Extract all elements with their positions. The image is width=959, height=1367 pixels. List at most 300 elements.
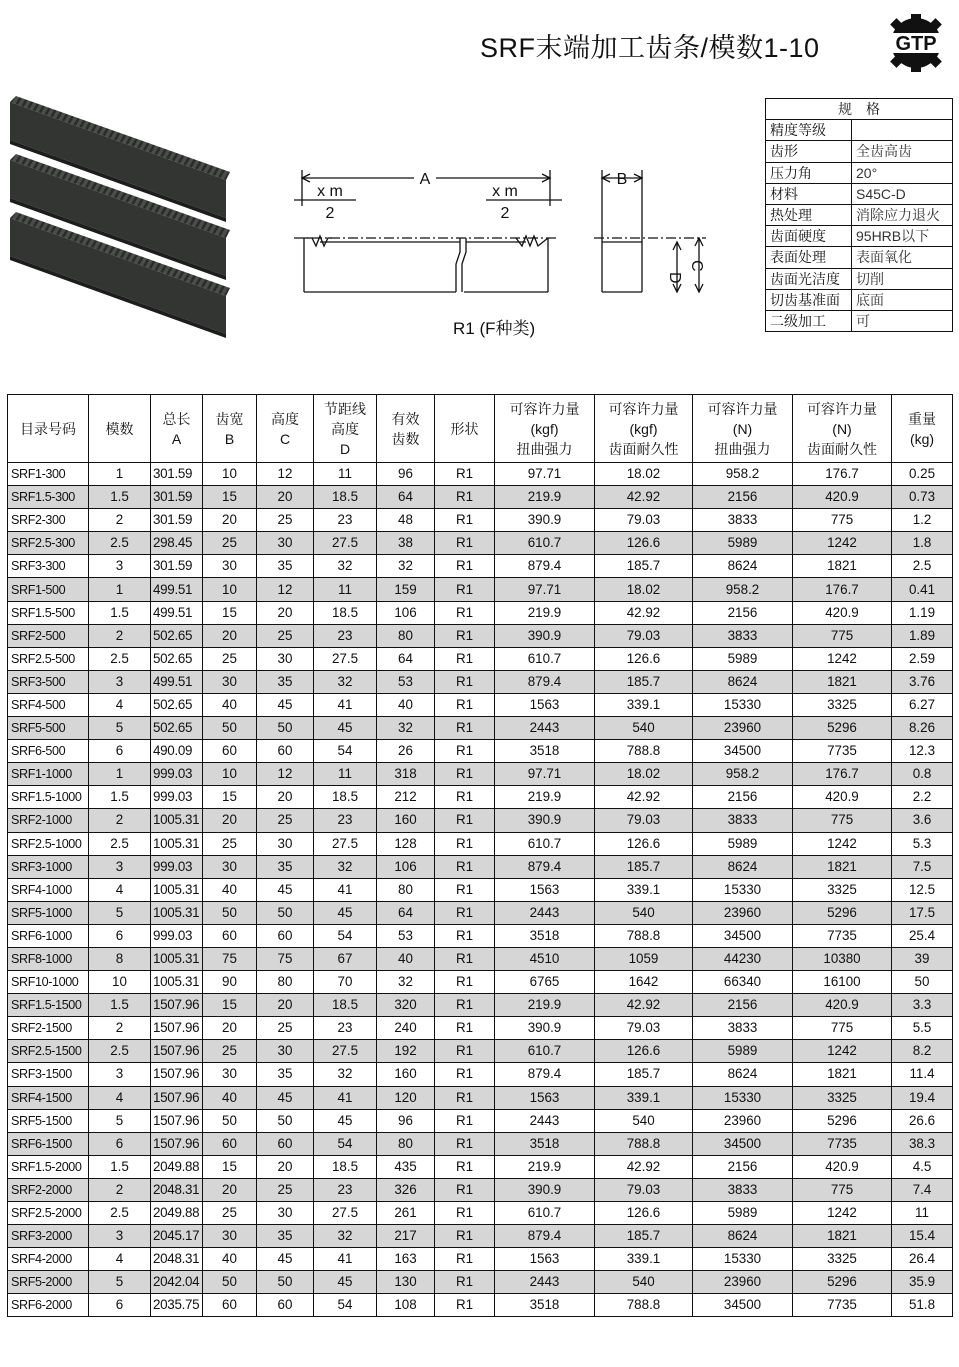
- table-cell: 1005.31: [151, 947, 203, 970]
- table-cell: 240: [377, 1017, 435, 1040]
- table-cell: 6: [89, 1294, 151, 1317]
- table-cell: 219.9: [495, 486, 595, 509]
- table-cell: 1507.96: [151, 994, 203, 1017]
- table-cell: 192: [377, 1040, 435, 1063]
- column-header: [793, 395, 892, 463]
- table-cell: 45: [314, 1109, 377, 1132]
- table-cell: 1242: [793, 532, 892, 555]
- table-cell: 1059: [595, 947, 693, 970]
- table-cell: 50: [257, 1271, 314, 1294]
- table-cell: 60: [257, 924, 314, 947]
- table-cell: 999.03: [151, 763, 203, 786]
- table-cell: 32: [377, 555, 435, 578]
- catalog-number-cell: SRF4-500: [8, 693, 89, 716]
- table-cell: 2042.04: [151, 1271, 203, 1294]
- table-cell: 79.03: [595, 509, 693, 532]
- table-cell: 2.5: [89, 832, 151, 855]
- table-cell: 23960: [693, 717, 793, 740]
- catalog-number-cell: SRF5-1000: [8, 901, 89, 924]
- table-cell: 420.9: [793, 601, 892, 624]
- table-cell: 3325: [793, 1248, 892, 1271]
- table-cell: 27.5: [314, 532, 377, 555]
- column-header: [377, 395, 435, 463]
- table-cell: 10: [203, 463, 257, 486]
- table-cell: 5: [89, 717, 151, 740]
- column-header: [693, 395, 793, 463]
- spec-value: 切削: [852, 268, 953, 289]
- table-cell: 40: [203, 1248, 257, 1271]
- catalog-number-cell: SRF8-1000: [8, 947, 89, 970]
- catalog-number-cell: SRF1.5-500: [8, 601, 89, 624]
- table-cell: 35: [257, 555, 314, 578]
- table-cell: 50: [257, 717, 314, 740]
- table-cell: R1: [435, 832, 495, 855]
- table-cell: 32: [377, 971, 435, 994]
- table-cell: 301.59: [151, 463, 203, 486]
- column-header-line: 齿数: [391, 430, 420, 447]
- table-cell: 163: [377, 1248, 435, 1271]
- table-cell: 23: [314, 509, 377, 532]
- table-cell: 126.6: [595, 532, 693, 555]
- table-cell: 7735: [793, 1132, 892, 1155]
- catalog-number-cell: SRF6-1500: [8, 1132, 89, 1155]
- table-cell: 27.5: [314, 647, 377, 670]
- column-header: [203, 395, 257, 463]
- table-cell: 60: [257, 740, 314, 763]
- table-cell: R1: [435, 532, 495, 555]
- table-row: [8, 994, 953, 1017]
- table-cell: 50: [203, 1109, 257, 1132]
- table-cell: 60: [203, 1132, 257, 1155]
- table-cell: 45: [257, 878, 314, 901]
- gear-rack-photo: [6, 96, 234, 346]
- table-cell: 610.7: [495, 1040, 595, 1063]
- table-cell: 8624: [693, 1225, 793, 1248]
- table-row: [8, 1109, 953, 1132]
- table-cell: 23: [314, 624, 377, 647]
- table-cell: 3833: [693, 509, 793, 532]
- table-cell: 41: [314, 1248, 377, 1271]
- table-cell: 185.7: [595, 670, 693, 693]
- column-header: [495, 395, 595, 463]
- table-cell: 54: [314, 1294, 377, 1317]
- column-header-line: A: [171, 430, 182, 447]
- table-cell: 45: [314, 901, 377, 924]
- page-title: SRF末端加工齿条/模数1-10: [480, 33, 820, 63]
- half-pitch-left-denominator: 2: [325, 205, 335, 222]
- table-cell: R1: [435, 763, 495, 786]
- table-cell: 3833: [693, 1178, 793, 1201]
- table-cell: 10: [89, 971, 151, 994]
- table-cell: 25: [257, 624, 314, 647]
- table-cell: 32: [314, 555, 377, 578]
- table-cell: 3833: [693, 1017, 793, 1040]
- table-cell: R1: [435, 855, 495, 878]
- table-cell: 50: [203, 901, 257, 924]
- table-cell: 219.9: [495, 1155, 595, 1178]
- table-cell: 390.9: [495, 509, 595, 532]
- table-cell: 7.4: [892, 1178, 953, 1201]
- table-cell: 1: [89, 463, 151, 486]
- catalog-number-cell: SRF2.5-2000: [8, 1202, 89, 1225]
- table-cell: 301.59: [151, 555, 203, 578]
- column-header-line: 有效: [391, 410, 420, 427]
- table-cell: 42.92: [595, 1155, 693, 1178]
- spec-key: 齿形: [766, 141, 852, 162]
- table-cell: 435: [377, 1155, 435, 1178]
- table-cell: R1: [435, 924, 495, 947]
- table-cell: 40: [203, 693, 257, 716]
- table-cell: 126.6: [595, 1202, 693, 1225]
- table-cell: 2.5: [89, 1040, 151, 1063]
- table-cell: 41: [314, 693, 377, 716]
- table-cell: 540: [595, 1271, 693, 1294]
- table-cell: 326: [377, 1178, 435, 1201]
- table-cell: 1507.96: [151, 1040, 203, 1063]
- table-cell: R1: [435, 786, 495, 809]
- table-cell: 1642: [595, 971, 693, 994]
- column-header-line: 高度: [331, 420, 359, 437]
- table-cell: 775: [793, 624, 892, 647]
- catalog-number-cell: SRF5-1500: [8, 1109, 89, 1132]
- table-cell: 128: [377, 832, 435, 855]
- table-row: [8, 786, 953, 809]
- column-header-line: 扭曲强力: [714, 440, 771, 457]
- spec-value: S45C-D: [852, 183, 953, 204]
- table-cell: 420.9: [793, 994, 892, 1017]
- table-cell: 23960: [693, 1109, 793, 1132]
- table-cell: 788.8: [595, 924, 693, 947]
- table-cell: 75: [257, 947, 314, 970]
- table-cell: 2: [89, 624, 151, 647]
- table-cell: 8.26: [892, 717, 953, 740]
- table-row: [8, 763, 953, 786]
- table-cell: 8.2: [892, 1040, 953, 1063]
- table-cell: 176.7: [793, 763, 892, 786]
- table-cell: 390.9: [495, 1178, 595, 1201]
- catalog-number-cell: SRF10-1000: [8, 971, 89, 994]
- table-cell: 879.4: [495, 855, 595, 878]
- spec-row: [766, 183, 953, 204]
- table-cell: 38: [377, 532, 435, 555]
- table-cell: 2: [89, 1178, 151, 1201]
- table-row: [8, 1248, 953, 1271]
- column-header: [8, 395, 89, 463]
- table-cell: 126.6: [595, 1040, 693, 1063]
- table-cell: 1.19: [892, 601, 953, 624]
- half-pitch-right-denominator: 2: [500, 205, 510, 222]
- catalog-number-cell: SRF2-300: [8, 509, 89, 532]
- column-header-line: 可容许力量: [707, 400, 778, 417]
- table-cell: 23960: [693, 901, 793, 924]
- table-cell: 25: [257, 1017, 314, 1040]
- table-cell: 540: [595, 1109, 693, 1132]
- spec-key: 齿面光洁度: [766, 268, 852, 289]
- table-cell: 7735: [793, 924, 892, 947]
- table-cell: 23960: [693, 1271, 793, 1294]
- table-cell: 5.3: [892, 832, 953, 855]
- column-header-line: 总长: [162, 410, 191, 427]
- table-cell: 1563: [495, 1086, 595, 1109]
- table-row: [8, 509, 953, 532]
- table-cell: R1: [435, 670, 495, 693]
- table-cell: 79.03: [595, 624, 693, 647]
- table-cell: 48: [377, 509, 435, 532]
- column-header-line: C: [279, 430, 291, 447]
- table-cell: 70: [314, 971, 377, 994]
- table-header-row: [8, 395, 953, 463]
- table-cell: 35: [257, 855, 314, 878]
- catalog-number-cell: SRF2-1000: [8, 809, 89, 832]
- table-cell: 2: [89, 509, 151, 532]
- table-cell: 30: [257, 1202, 314, 1225]
- table-cell: 90: [203, 971, 257, 994]
- table-row: [8, 555, 953, 578]
- table-cell: 219.9: [495, 994, 595, 1017]
- column-header-line: B: [224, 430, 235, 447]
- table-row: [8, 463, 953, 486]
- table-cell: 1242: [793, 832, 892, 855]
- table-cell: 160: [377, 809, 435, 832]
- table-row: [8, 740, 953, 763]
- table-cell: 3518: [495, 740, 595, 763]
- table-cell: 97.71: [495, 578, 595, 601]
- table-cell: 1563: [495, 878, 595, 901]
- table-row: [8, 855, 953, 878]
- table-cell: R1: [435, 624, 495, 647]
- table-cell: 51.8: [892, 1294, 953, 1317]
- column-header: [314, 395, 377, 463]
- table-cell: 1821: [793, 555, 892, 578]
- table-cell: 96: [377, 1109, 435, 1132]
- table-cell: 18.5: [314, 786, 377, 809]
- table-cell: 958.2: [693, 763, 793, 786]
- table-cell: 80: [257, 971, 314, 994]
- table-cell: 50: [257, 1109, 314, 1132]
- table-cell: 42.92: [595, 486, 693, 509]
- table-cell: 126.6: [595, 647, 693, 670]
- table-cell: 339.1: [595, 693, 693, 716]
- table-row: [8, 1040, 953, 1063]
- table-cell: R1: [435, 1248, 495, 1271]
- table-cell: 5296: [793, 1271, 892, 1294]
- table-cell: 40: [203, 878, 257, 901]
- table-row: [8, 1017, 953, 1040]
- table-cell: 53: [377, 924, 435, 947]
- table-cell: 15: [203, 786, 257, 809]
- table-cell: 64: [377, 901, 435, 924]
- table-cell: R1: [435, 1109, 495, 1132]
- table-cell: 11: [892, 1202, 953, 1225]
- column-header-line: 重量: [908, 410, 936, 427]
- table-cell: 2048.31: [151, 1248, 203, 1271]
- table-cell: R1: [435, 1086, 495, 1109]
- table-cell: 18.02: [595, 578, 693, 601]
- table-cell: 67: [314, 947, 377, 970]
- table-cell: 3.3: [892, 994, 953, 1017]
- column-header-line: 可容许力量: [509, 400, 580, 417]
- table-cell: 3325: [793, 693, 892, 716]
- table-cell: 502.65: [151, 647, 203, 670]
- half-pitch-right-label: x m: [492, 183, 518, 200]
- table-cell: 18.5: [314, 601, 377, 624]
- column-header-line: (kg): [909, 430, 935, 447]
- table-cell: 185.7: [595, 855, 693, 878]
- table-cell: 1507.96: [151, 1063, 203, 1086]
- table-cell: 2443: [495, 901, 595, 924]
- table-cell: 45: [314, 717, 377, 740]
- table-cell: 25: [203, 1040, 257, 1063]
- table-cell: 32: [377, 717, 435, 740]
- catalog-number-cell: SRF1-300: [8, 463, 89, 486]
- table-cell: 39: [892, 947, 953, 970]
- table-cell: 15330: [693, 878, 793, 901]
- column-header: [89, 395, 151, 463]
- table-cell: 40: [377, 693, 435, 716]
- table-cell: 4: [89, 1086, 151, 1109]
- table-cell: 126.6: [595, 832, 693, 855]
- table-row: [8, 1086, 953, 1109]
- table-cell: 499.51: [151, 670, 203, 693]
- table-cell: 15330: [693, 693, 793, 716]
- table-cell: R1: [435, 717, 495, 740]
- table-cell: 44230: [693, 947, 793, 970]
- table-cell: 12: [257, 578, 314, 601]
- table-cell: 25: [257, 1178, 314, 1201]
- table-cell: 320: [377, 994, 435, 1017]
- table-cell: 2048.31: [151, 1178, 203, 1201]
- table-cell: 176.7: [793, 463, 892, 486]
- table-cell: R1: [435, 1294, 495, 1317]
- table-cell: 19.4: [892, 1086, 953, 1109]
- table-cell: 788.8: [595, 1294, 693, 1317]
- table-cell: 30: [203, 855, 257, 878]
- table-cell: 8624: [693, 555, 793, 578]
- product-table: [7, 394, 953, 1317]
- table-cell: 5: [89, 901, 151, 924]
- table-cell: 219.9: [495, 601, 595, 624]
- table-cell: 420.9: [793, 1155, 892, 1178]
- table-cell: 97.71: [495, 763, 595, 786]
- dim-b-label: B: [616, 171, 628, 188]
- column-header-line: D: [339, 440, 351, 457]
- table-cell: R1: [435, 994, 495, 1017]
- catalog-number-cell: SRF2.5-300: [8, 532, 89, 555]
- table-cell: 2443: [495, 1271, 595, 1294]
- spec-value: 消除应力退火: [852, 204, 953, 225]
- table-cell: 32: [314, 1225, 377, 1248]
- table-cell: 7735: [793, 740, 892, 763]
- table-cell: R1: [435, 1040, 495, 1063]
- table-cell: 30: [203, 555, 257, 578]
- table-cell: 1.5: [89, 486, 151, 509]
- table-cell: 1242: [793, 1202, 892, 1225]
- table-cell: 54: [314, 740, 377, 763]
- table-cell: 999.03: [151, 786, 203, 809]
- table-cell: 879.4: [495, 1063, 595, 1086]
- column-header-line: (N): [732, 420, 753, 437]
- table-cell: 50: [257, 901, 314, 924]
- table-cell: 66340: [693, 971, 793, 994]
- table-cell: 42.92: [595, 601, 693, 624]
- table-cell: 12.3: [892, 740, 953, 763]
- catalog-number-cell: SRF3-300: [8, 555, 89, 578]
- table-cell: R1: [435, 1155, 495, 1178]
- table-cell: 540: [595, 901, 693, 924]
- table-cell: 64: [377, 647, 435, 670]
- catalog-number-cell: SRF4-2000: [8, 1248, 89, 1271]
- table-cell: 1242: [793, 1040, 892, 1063]
- table-row: [8, 693, 953, 716]
- spec-value: 全齿高齿: [852, 141, 953, 162]
- table-cell: 96: [377, 463, 435, 486]
- table-cell: R1: [435, 1225, 495, 1248]
- table-cell: 3: [89, 555, 151, 578]
- table-cell: 0.41: [892, 578, 953, 601]
- catalog-number-cell: SRF4-1000: [8, 878, 89, 901]
- table-cell: R1: [435, 601, 495, 624]
- table-cell: 30: [257, 832, 314, 855]
- table-cell: 34500: [693, 1132, 793, 1155]
- catalog-number-cell: SRF6-500: [8, 740, 89, 763]
- spec-value: 20°: [852, 162, 953, 183]
- table-cell: 50: [203, 1271, 257, 1294]
- table-row: [8, 832, 953, 855]
- table-cell: 2156: [693, 486, 793, 509]
- catalog-number-cell: SRF2.5-1500: [8, 1040, 89, 1063]
- dim-d-label: D: [666, 272, 683, 284]
- table-cell: 11.4: [892, 1063, 953, 1086]
- table-cell: 53: [377, 670, 435, 693]
- table-cell: 1.5: [89, 1155, 151, 1178]
- table-cell: 45: [257, 693, 314, 716]
- table-cell: 1.8: [892, 532, 953, 555]
- catalog-number-cell: SRF3-1000: [8, 855, 89, 878]
- table-cell: 64: [377, 486, 435, 509]
- table-cell: 80: [377, 1132, 435, 1155]
- table-cell: 160: [377, 1063, 435, 1086]
- column-header-line: 可容许力量: [608, 400, 679, 417]
- table-cell: 499.51: [151, 601, 203, 624]
- dimension-drawing: [290, 160, 720, 340]
- catalog-number-cell: SRF3-1500: [8, 1063, 89, 1086]
- catalog-number-cell: SRF2-2000: [8, 1178, 89, 1201]
- table-cell: 35: [257, 670, 314, 693]
- table-cell: 8: [89, 947, 151, 970]
- table-cell: 15330: [693, 1248, 793, 1271]
- table-cell: 23: [314, 1017, 377, 1040]
- table-cell: 11: [314, 578, 377, 601]
- table-row: [8, 1063, 953, 1086]
- table-cell: 97.71: [495, 463, 595, 486]
- table-cell: 1821: [793, 1225, 892, 1248]
- table-cell: 23: [314, 1178, 377, 1201]
- table-cell: 2.5: [89, 647, 151, 670]
- table-cell: 390.9: [495, 809, 595, 832]
- spec-value: 底面: [852, 289, 953, 310]
- table-cell: 1: [89, 763, 151, 786]
- table-cell: 502.65: [151, 624, 203, 647]
- table-cell: 490.09: [151, 740, 203, 763]
- table-cell: 1507.96: [151, 1132, 203, 1155]
- table-cell: 45: [257, 1248, 314, 1271]
- table-cell: 45: [314, 1271, 377, 1294]
- table-cell: 6.27: [892, 693, 953, 716]
- table-cell: 420.9: [793, 786, 892, 809]
- table-cell: 130: [377, 1271, 435, 1294]
- table-cell: 5296: [793, 1109, 892, 1132]
- table-cell: 176.7: [793, 578, 892, 601]
